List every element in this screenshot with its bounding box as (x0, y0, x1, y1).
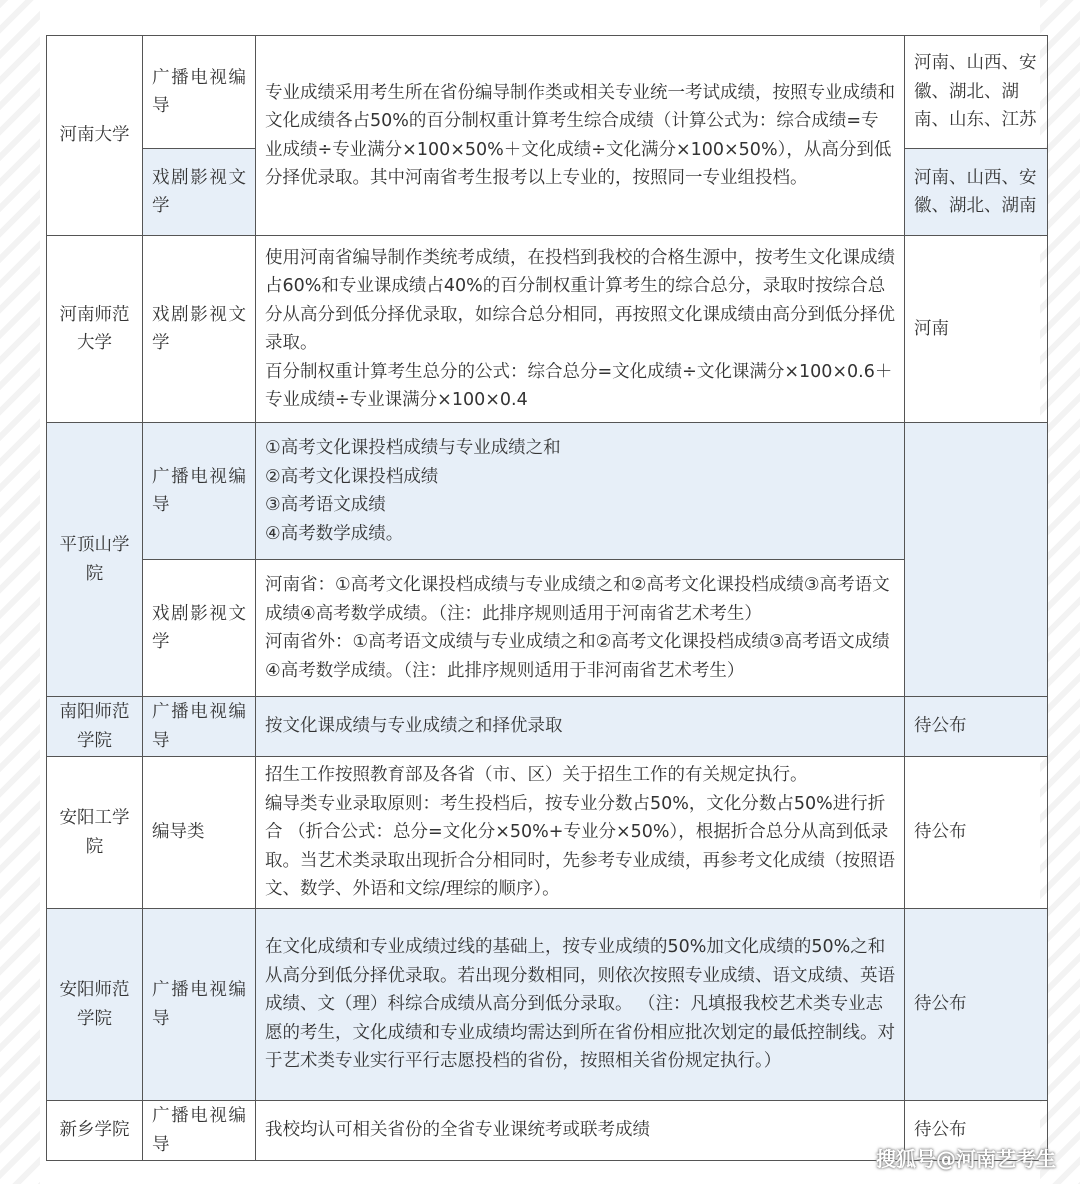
major-cell: 戏剧影视文学 (143, 236, 256, 423)
province-cell: 河南、山西、安徽、湖北、湖南、山东、江苏 (905, 36, 1048, 149)
rule-cell (256, 560, 905, 697)
province-cell: 河南、山西、安徽、湖北、湖南 (905, 149, 1048, 236)
table-row (47, 560, 1048, 697)
table-row (47, 757, 1048, 909)
school-cell: 新乡学院 (47, 1101, 143, 1161)
rule-cell (256, 757, 905, 909)
major-cell: 广播电视编导 (143, 697, 256, 757)
rule-paragraph: ②高考文化课投档成绩 (265, 466, 439, 487)
table-row (47, 423, 1048, 560)
province-cell (905, 423, 1048, 697)
table-row (47, 236, 1048, 423)
major-cell: 广播电视编导 (143, 909, 256, 1101)
rule-cell: 按文化课成绩与专业成绩之和择优录取 (256, 697, 905, 757)
major-cell: 广播电视编导 (143, 36, 256, 149)
province-cell: 待公布 (905, 909, 1048, 1101)
school-cell: 安阳师范学院 (47, 909, 143, 1101)
table-row (47, 36, 1048, 149)
school-cell: 河南师范大学 (47, 236, 143, 423)
province-cell: 待公布 (905, 1101, 1048, 1161)
rule-paragraph: 百分制权重计算考生总分的公式：综合总分=文化成绩÷文化课满分×100×0.6＋专业成绩÷专业课满分×100×0.4 (265, 361, 893, 410)
major-cell: 戏剧影视文学 (143, 149, 256, 236)
major-cell: 广播电视编导 (143, 1101, 256, 1161)
major-cell: 戏剧影视文学 (143, 560, 256, 697)
school-cell: 河南大学 (47, 36, 143, 236)
table-row (47, 909, 1048, 1101)
rule-cell: 我校均认可相关省份的全省专业课统考或联考成绩 (256, 1101, 905, 1161)
left-watermark-strip (0, 0, 40, 1184)
school-cell: 安阳工学院 (47, 757, 143, 909)
rule-paragraph: 河南省：①高考文化课投档成绩与专业成绩之和②高考文化课投档成绩③高考语文成绩④高考数学成绩。（注：此排序规则适用于河南省艺术考生） (265, 575, 890, 624)
source-watermark: 搜狐号@河南艺考生 (876, 1147, 1056, 1171)
rule-cell (256, 236, 905, 423)
school-cell: 南阳师范学院 (47, 697, 143, 757)
rule-cell: 在文化成绩和专业成绩过线的基础上，按专业成绩的50%加文化成绩的50%之和从高分到低分择优录取。若出现分数相同，则依次按照专业成绩、语文成绩、英语成绩、文（理）科综合成绩从高分到低分录取。 （注：凡填报我校艺术类专业志愿的考生，文化成绩和专业成绩均需达到所在省份相应批次划定的最低控制线。对于艺术类专业实行平行志愿投档的省份，按照相关省份规定执行。） (256, 909, 905, 1101)
major-cell: 广播电视编导 (143, 423, 256, 560)
school-cell: 平顶山学院 (47, 423, 143, 697)
province-cell: 待公布 (905, 757, 1048, 909)
province-cell: 待公布 (905, 697, 1048, 757)
rule-paragraph: 河南省外：①高考语文成绩与专业成绩之和②高考文化课投档成绩③高考语文成绩④高考数学成绩。（注：此排序规则适用于非河南省艺术考生） (265, 632, 890, 681)
province-cell: 河南 (905, 236, 1048, 423)
rule-paragraph: 编导类专业录取原则：考生投档后，按专业分数占50%，文化分数占50%进行折合 （折合公式：总分=文化分×50%+专业分×50%），根据折合总分从高到低录取。当艺术类录取出现折合分相同时，先参考专业成绩，再参考文化成绩（按照语文、数学、外语和文综/理综的顺序）。 (265, 793, 895, 900)
rule-paragraph: ④高考数学成绩。 (265, 523, 404, 544)
rule-cell: 专业成绩采用考生所在省份编导制作类或相关专业统一考试成绩，按照专业成绩和文化成绩各占50%的百分制权重计算考生综合成绩（计算公式为：综合成绩=专业成绩÷专业满分×100×50%＋文化成绩÷文化满分×100×50%），从高分到低分择优录取。其中河南省考生报考以上专业的，按照同一专业组投档。 (256, 36, 905, 236)
rule-paragraph: 招生工作按照教育部及各省（市、区）关于招生工作的有关规定执行。 (265, 765, 808, 786)
rule-paragraph: ③高考语文成绩 (265, 495, 386, 515)
rule-paragraph: 使用河南省编导制作类统考成绩，在投档到我校的合格生源中，按考生文化课成绩占60%和专业课成绩占40%的百分制权重计算考生的综合总分，录取时按综合总分从高分到低分择优录取，如综合总分相同，再按照文化课成绩由高分到低分择优录取。 (265, 247, 895, 353)
rule-paragraph: ①高考文化课投档成绩与专业成绩之和 (265, 438, 561, 458)
major-cell: 编导类 (143, 757, 256, 909)
rule-cell (256, 423, 905, 560)
admission-rules-table (46, 35, 1048, 1161)
table-row (47, 697, 1048, 757)
